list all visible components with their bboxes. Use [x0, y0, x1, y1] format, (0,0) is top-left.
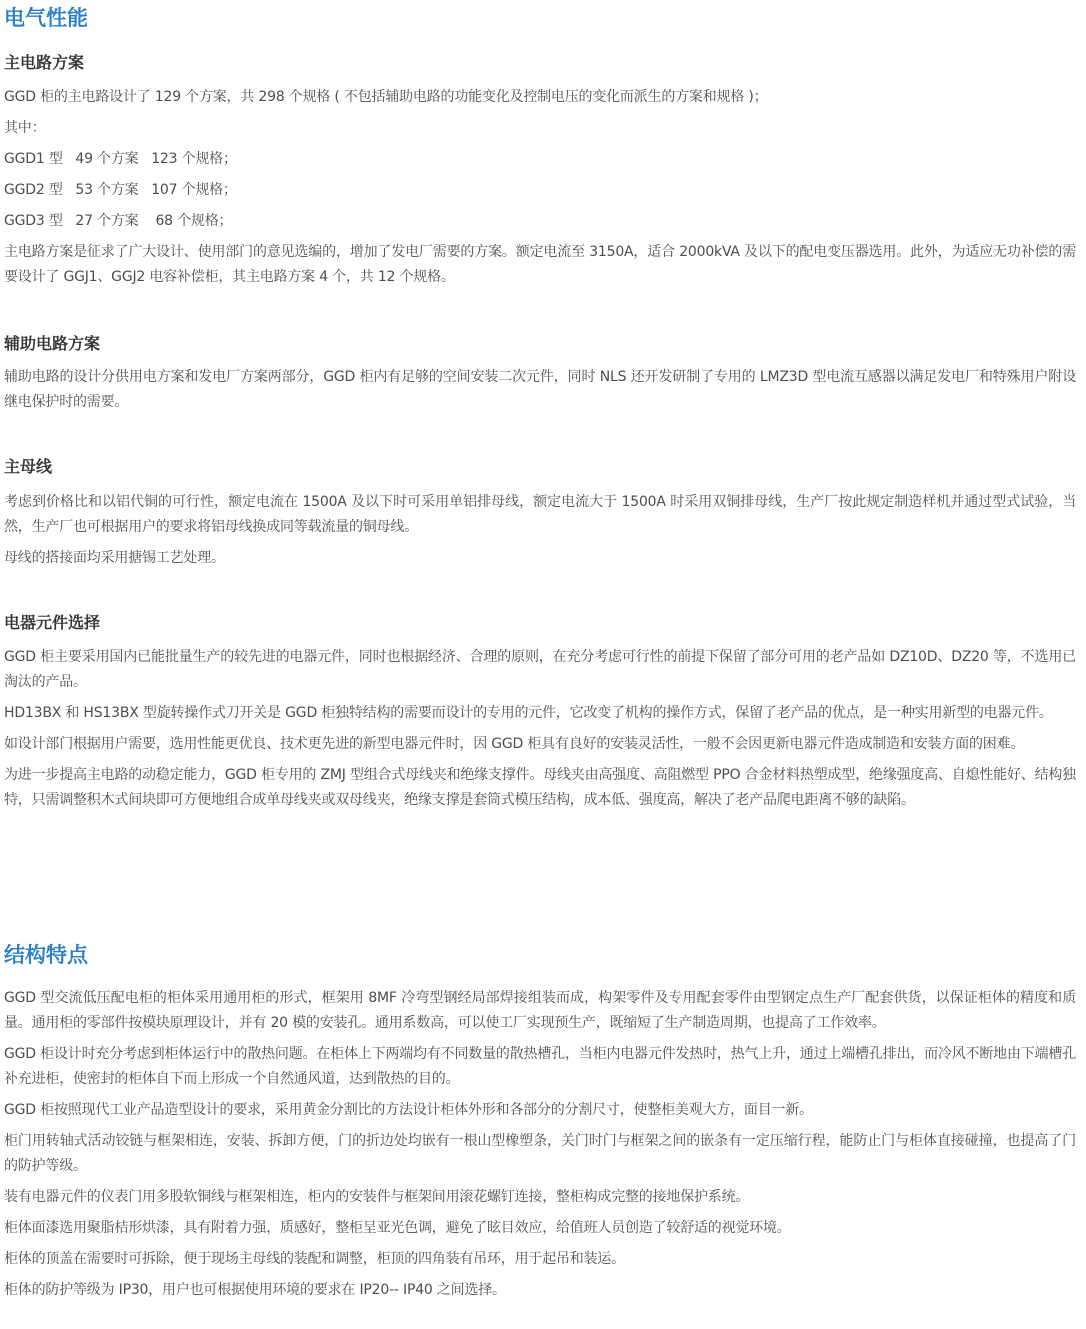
components-heading: 电器元件选择: [4, 613, 101, 632]
aux-circuit-body: [4, 365, 1076, 421]
main-circuit-body: [4, 85, 1076, 296]
aux-circuit-paragraph: 辅助电路的设计分供用电方案和发电厂方案两部分，GGD 柜内有足够的空间安装二次元件，同时 NLS 还开发研制了专用的 LMZ3D 型电流互感器以满足发电厂和特殊用户附设继电保护时的需要。: [4, 369, 1076, 410]
main-circuit-paragraph: 主电路方案是征求了广大设计、使用部门的意见选编的，增加了发电厂需要的方案。额定电流至 3150A，适合 2000kVA 及以下的配电变压器选用。此外，为适应无功补偿的需要设计了 GGJ1、GGJ2 电容补偿柜，其主电路方案 4 个，共 12 个规格。: [4, 244, 1076, 285]
busbar-paragraph: 母线的搭接面均采用搪锡工艺处理。: [4, 550, 225, 566]
busbar-heading: 主母线: [4, 457, 53, 476]
structure-paragraph: 柜体面漆选用聚脂桔形烘漆，具有附着力强，质感好，整柜呈亚光色调，避免了眩目效应，给值班人员创造了较舒适的视觉环境。: [4, 1220, 791, 1236]
main-circuit-paragraph: 其中：: [4, 120, 46, 136]
structure-paragraph: 柜门用转轴式活动铰链与框架相连，安装、拆卸方便，门的折边处均嵌有一根山型橡塑条，关门时门与框架之间的嵌条有一定压缩行程，能防止门与柜体直接碰撞，也提高了门的防护等级。: [4, 1133, 1076, 1174]
structure-paragraph: GGD 型交流低压配电柜的柜体采用通用柜的形式，框架用 8MF 冷弯型钢经局部焊接组装而成，构架零件及专用配套零件由型钢定点生产厂配套供货，以保证柜体的精度和质量。通用柜的零部件按模块原理设计，并有 20 模的安装孔。通用系数高，可以使工厂实现预生产，既缩短了生产制造周期，也提高了工作效率。: [4, 990, 1076, 1031]
busbar-paragraph: 考虑到价格比和以铝代铜的可行性，额定电流在 1500A 及以下时可采用单铝排母线，额定电流大于 1500A 时采用双铜排母线，生产厂按此规定制造样机并通过型式试验，当然，生产厂也可根据用户的要求将铝母线换成同等载流量的铜母线。: [4, 494, 1076, 535]
components-paragraph: 如设计部门根据用户需要，选用性能更优良、技术更先进的新型电器元件时，因 GGD 柜具有良好的安装灵活性，一般不会因更新电器元件造成制造和安装方面的困难。: [4, 736, 1025, 752]
structure-paragraph: 柜体的顶盖在需要时可拆除，便于现场主母线的装配和调整，柜顶的四角装有吊环，用于起吊和装运。: [4, 1251, 625, 1267]
components-paragraph: 为进一步提高主电路的动稳定能力，GGD 柜专用的 ZMJ 型组合式母线夹和绝缘支撑件。母线夹由高强度、高阻燃型 PPO 合金材料热塑成型，绝缘强度高、自熄性能好、结构独特，只需调整积木式间块即可方便地组合成单母线夹或双母线夹，绝缘支撑是套筒式模压结构，成本低、强度高，解决了老产品爬电距离不够的缺陷。: [4, 767, 1076, 808]
structure-paragraph: GGD 柜设计时充分考虑到柜体运行中的散热问题。在柜体上下两端均有不同数量的散热槽孔，当柜内电器元件发热时，热气上升，通过上端槽孔排出，而冷风不断地由下端槽孔补充进柜，使密封的柜体自下而上形成一个自然通风道，达到散热的目的。: [4, 1046, 1076, 1087]
main-circuit-paragraph: GGD2 型 53 个方案 107 个规格；: [4, 182, 237, 198]
electrical-section-title: 电气性能: [4, 6, 88, 30]
structure-section-title: 结构特点: [4, 943, 88, 967]
busbar-body: [4, 490, 1076, 577]
components-paragraph: GGD 柜主要采用国内已能批量生产的较先进的电器元件，同时也根据经济、合理的原则，在充分考虑可行性的前提下保留了部分可用的老产品如 DZ10D、DZ20 等，不选用已淘汰的产品。: [4, 649, 1076, 690]
components-paragraph: HD13BX 和 HS13BX 型旋转操作式刀开关是 GGD 柜独特结构的需要而设计的专用的元件，它改变了机构的操作方式，保留了老产品的优点，是一种实用新型的电器元件。: [4, 705, 1053, 721]
main-circuit-paragraph: GGD 柜的主电路设计了 129 个方案，共 298 个规格 ( 不包括辅助电路的功能变化及控制电压的变化而派生的方案和规格 )；: [4, 89, 768, 105]
structure-paragraph: GGD 柜按照现代工业产品造型设计的要求，采用黄金分割比的方法设计柜体外形和各部分的分割尺寸，使整柜美观大方，面目一新。: [4, 1102, 813, 1118]
main-circuit-paragraph: GGD3 型 27 个方案 68 个规格；: [4, 213, 233, 229]
main-circuit-heading: 主电路方案: [4, 53, 85, 72]
structure-paragraph: 柜体的防护等级为 IP30，用户也可根据使用环境的要求在 IP20-- IP40 之间选择。: [4, 1282, 506, 1298]
components-body: [4, 645, 1076, 819]
main-circuit-paragraph: GGD1 型 49 个方案 123 个规格；: [4, 151, 237, 167]
structure-paragraph: 装有电器元件的仪表门用多股软铜线与框架相连，柜内的安装件与框架间用滚花螺钉连接，整柜构成完整的接地保护系统。: [4, 1189, 750, 1205]
structure-body: [4, 986, 1076, 1309]
aux-circuit-heading: 辅助电路方案: [4, 334, 101, 353]
